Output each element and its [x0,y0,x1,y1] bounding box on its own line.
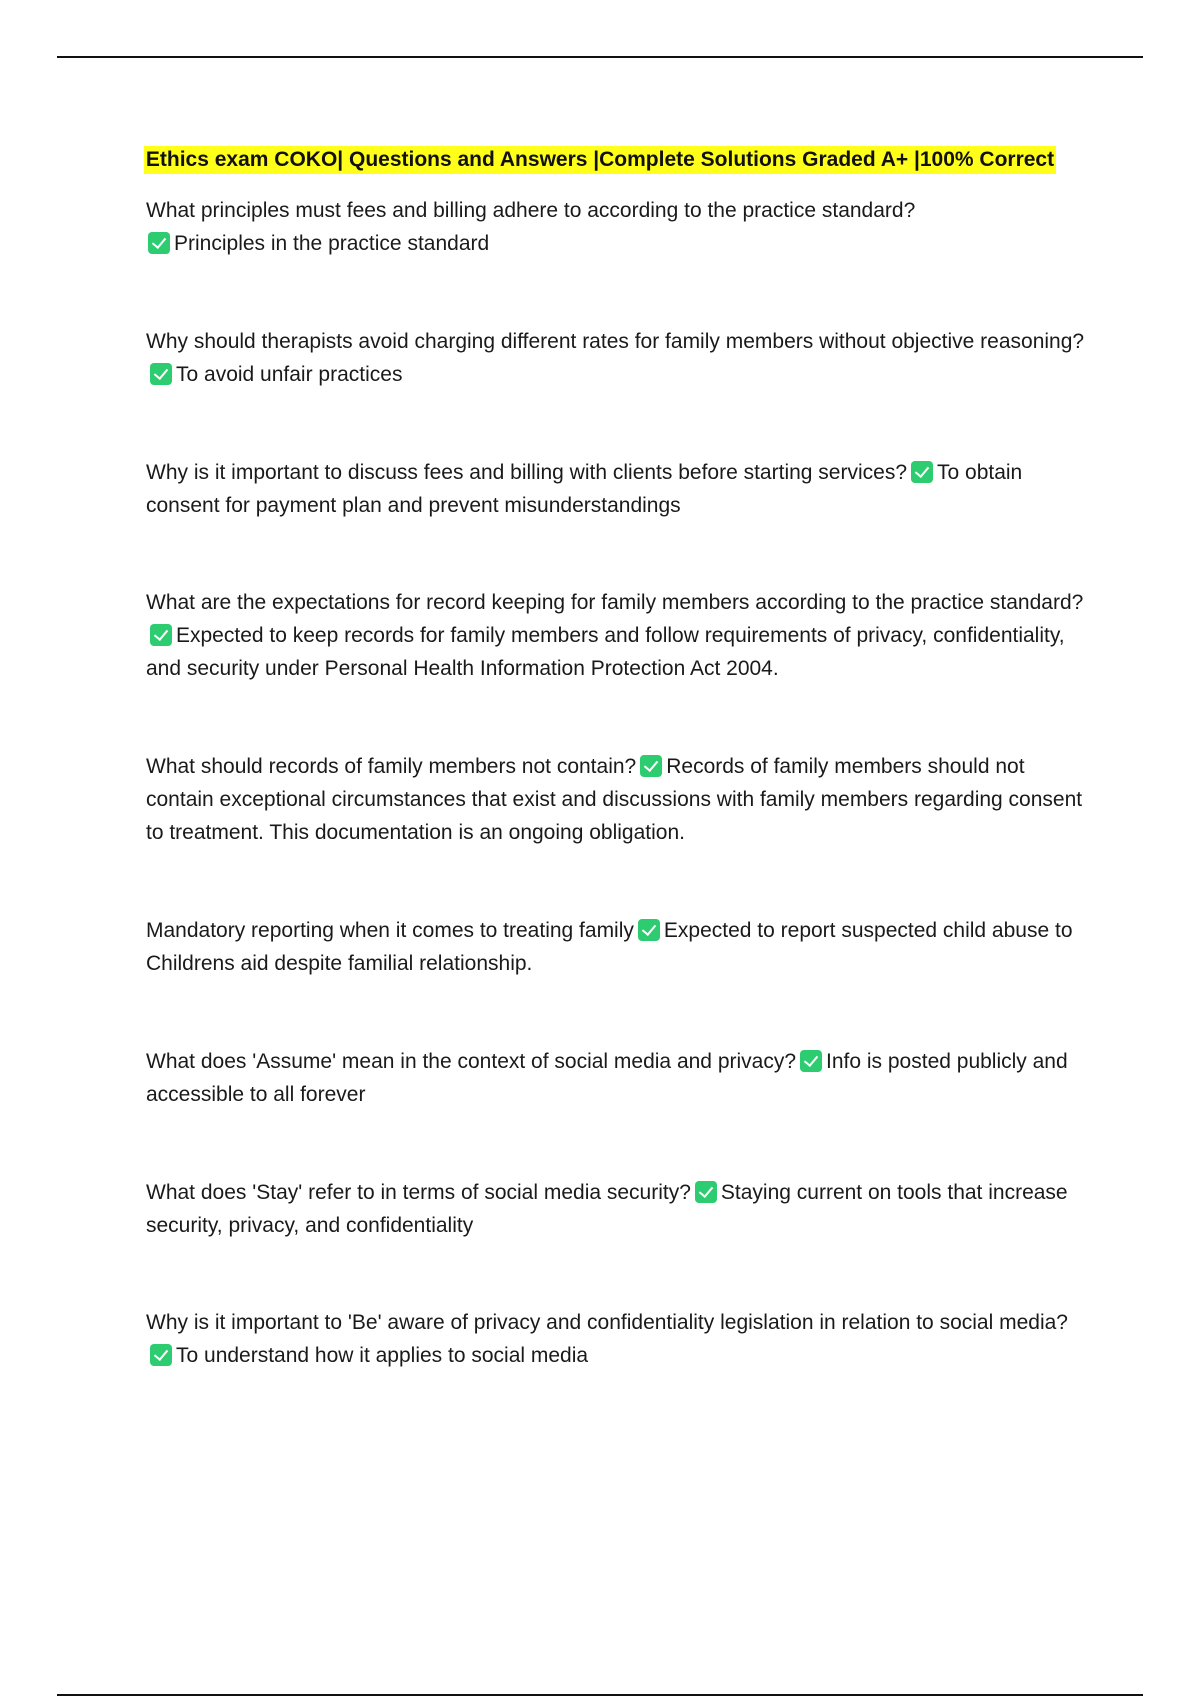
answer-text: Info is posted publicly and accessible to all forever [146,1050,1068,1106]
check-box-icon [640,755,662,777]
answer-text: Staying current on tools that increase security, privacy, and confidentiality [146,1181,1068,1237]
qa-item [146,1176,1096,1242]
answer-text: Expected to report suspected child abuse to Childrens aid despite familial relationship. [146,919,1073,975]
question-text: What should records of family members not contain? [146,755,637,778]
answer-text: To avoid unfair practices [176,363,403,386]
answer-text: Expected to keep records for family members and follow requirements of privacy, confidentiality, and security under Personal Health Information Protection Act 2004. [146,624,1065,680]
document-title: Ethics exam COKO| Questions and Answers |Complete Solutions Graded A+ |100% Correct [144,146,1056,174]
qa-item [146,750,1096,849]
answer-text: To obtain consent for payment plan and prevent misunderstandings [146,461,1023,517]
question-text: Why should therapists avoid charging different rates for family members without objective reasoning? [146,330,1085,353]
qa-item [146,586,1096,685]
check-box-icon [695,1181,717,1203]
question-text: What principles must fees and billing adhere to according to the practice standard? [146,199,916,222]
answer-text: Principles in the practice standard [174,232,490,255]
question-text: Why is it important to discuss fees and billing with clients before starting services? [146,461,907,484]
qa-item [146,1306,1096,1372]
check-box-icon [150,363,172,385]
check-box-icon [638,919,660,941]
check-box-icon [150,624,172,646]
check-box-icon [800,1050,822,1072]
question-text: What does 'Stay' refer to in terms of social media security? [146,1181,691,1204]
question-text: Why is it important to 'Be' aware of privacy and confidentiality legislation in relation to social media? [146,1311,1068,1334]
question-text: What does 'Assume' mean in the context of social media and privacy? [146,1050,797,1073]
qa-item [146,1045,1096,1111]
bottom-rule [57,1694,1143,1696]
top-rule [57,56,1143,58]
qa-item [146,456,1096,522]
qa-item [146,194,1096,260]
check-box-icon [148,232,170,254]
question-text: What are the expectations for record keeping for family members according to the practice standard? [146,591,1084,614]
qa-item [146,914,1096,980]
title-wrap [0,146,1200,174]
answer-text: Records of family members should not contain exceptional circumstances that exist and discussions with family members regarding consent to treatment. This documentation is an ongoing obligation. [146,755,1083,844]
check-box-icon [150,1344,172,1366]
answer-text: To understand how it applies to social media [176,1344,589,1367]
check-box-icon [911,461,933,483]
question-text: Mandatory reporting when it comes to treating family [146,919,634,942]
qa-item [146,325,1096,391]
